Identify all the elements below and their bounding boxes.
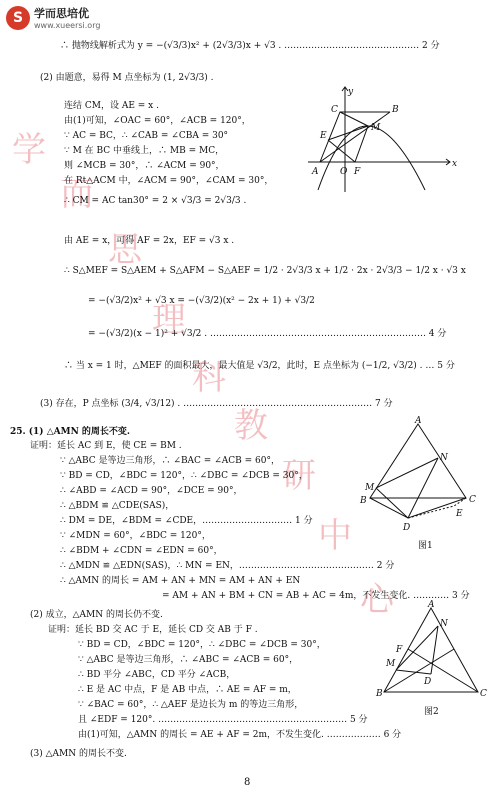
- text-line: 在 Rt△ACM 中，∠ACM = 90°，∠CAM = 30°，: [64, 176, 274, 186]
- figure-label: C: [480, 689, 487, 699]
- text-line: 则 ∠MCB = 30°，∴ ∠ACM = 90°，: [64, 161, 225, 171]
- text-line: 由 AE = x，可得 AF = 2x，EF = √3 x .: [64, 236, 235, 246]
- figure-label: M: [365, 483, 375, 493]
- text-line: 连结 CM，设 AE = x .: [64, 101, 159, 111]
- text-line: ∵ M 在 BC 中垂线上，∴ MB = MC，: [64, 146, 225, 156]
- brand-name: 学而思培优: [34, 7, 89, 20]
- parabola-figure: [300, 82, 470, 197]
- figure-label: A: [415, 416, 422, 426]
- figure-label: A: [428, 600, 435, 610]
- text-line: = AM + AN + BM + CN = AB + AC = 4m，不发生变化. ………… 3 分: [162, 591, 470, 601]
- text-line: ∴ BD 平分 ∠ABC，CD 平分 ∠ACB，: [78, 670, 236, 680]
- figure-label: E: [320, 131, 327, 141]
- text-line: = −(√3/2)x² + √3 x = −(√3/2)(x² − 2x + 1) + √3/2: [88, 296, 315, 306]
- figure-caption: 图1: [418, 541, 433, 551]
- figure-label: M: [386, 659, 396, 669]
- watermark-char: 学: [12, 130, 46, 170]
- text-line: 证明：延长 AC 到 E，使 CE = BM .: [30, 441, 182, 451]
- text-line: 25. (1) △AMN 的周长不变.: [10, 427, 131, 437]
- brand-logo: [6, 5, 100, 30]
- figure-label: M: [371, 123, 381, 133]
- watermark-char: 理: [152, 300, 186, 340]
- text-line: ∵ BD = CD，∠BDC = 120°，∴ ∠DBC = ∠DCB = 30°，: [60, 471, 308, 481]
- text-line: ∴ E 是 AC 中点，F 是 AB 中点，∴ AE = AF = m，: [78, 685, 297, 695]
- figure-label: O: [340, 167, 348, 177]
- figure-label: F: [354, 167, 361, 177]
- text-line: 由(1)可知，∠OAC = 60°，∠ACB = 120°，: [64, 116, 251, 126]
- logo-badge-icon: S: [6, 6, 30, 30]
- text-line: = −(√3/2)(x − 1)² + √3/2 . ……………………………………………………………… 4 分: [88, 329, 447, 339]
- text-line: ∴ S△MEF = S△AEM + S△AFM − S△AEF = 1/2 · 2√3/3 x + 1/2 · 2x · 2√3/3 − 1/2 x · √3 x: [64, 266, 466, 276]
- figure-label: B: [392, 105, 399, 115]
- figure-label: D: [403, 523, 411, 533]
- watermark-char: 教: [234, 406, 268, 446]
- text-line: ∴ △MDN ≌ △EDN(SAS)，∴ MN = EN，……………………………………… 2 分: [60, 561, 395, 571]
- figure-label: B: [376, 689, 383, 699]
- text-line: ∵ △ABC 是等边三角形，∴ ∠ABC = ∠ACB = 60°，: [78, 655, 299, 665]
- figure-1: [358, 418, 488, 558]
- text-line: (3) △AMN 的周长不变.: [30, 749, 127, 759]
- watermark-char: 科: [192, 358, 226, 398]
- watermark-char: 心: [360, 580, 394, 620]
- text-line: ∴ △AMN 的周长 = AM + AN + MN = AM + AN + EN: [60, 576, 301, 586]
- text-line: ∵ ∠MDN = 60°，∠BDC = 120°，: [60, 531, 211, 541]
- figure-label: C: [331, 105, 338, 115]
- page-number: 8: [244, 777, 251, 788]
- watermark-char: 思: [108, 230, 142, 270]
- figure-label: B: [360, 496, 367, 506]
- text-line: (2) 成立，△AMN 的周长仍不变.: [30, 610, 163, 620]
- figure-label: x: [452, 159, 458, 169]
- figure-label: C: [469, 495, 476, 505]
- text-line: 由(1)可知，△AMN 的周长 = AE + AF = 2m，不发生变化. ……………… 6 分: [78, 730, 402, 740]
- brand-url: www.xueersi.org: [34, 21, 101, 30]
- watermark-char: 中: [318, 516, 352, 556]
- text-line: ∴ DM = DE，∠BDM = ∠CDE，………………………… 1 分: [60, 516, 313, 526]
- text-line: ∴ CM = AC tan30° = 2 × √3/3 = 2√3/3 .: [64, 196, 247, 206]
- text-line: ∵ AC = BC，∴ ∠CAB = ∠CBA = 30°: [64, 131, 229, 141]
- figure-caption: 图2: [424, 707, 439, 717]
- figure-2: [376, 600, 487, 724]
- text-line: ∴ 抛物线解析式为 y = −(√3/3)x² + (2√3/3)x + √3 . ……………………………………… 2 分: [60, 41, 440, 51]
- text-line: ∵ BD = CD，∠BDC = 120°，∴ ∠DBC = ∠DCB = 30°，: [78, 640, 326, 650]
- figure-label: N: [440, 619, 448, 629]
- text-line: 证明：延长 BD 交 AC 于 E，延长 CD 交 AB 于 F .: [48, 625, 258, 635]
- figure-label: N: [440, 453, 448, 463]
- figure-label: D: [424, 677, 432, 687]
- text-line: ∴ ∠BDM + ∠CDN = ∠EDN = 60°，: [60, 546, 223, 556]
- text-line: (3) 存在，P 点坐标 (3/4, √3/12) . ……………………………………………………… 7 分: [40, 399, 393, 409]
- text-line: ∴ 当 x = 1 时，△MEF 的面积最大，最大值是 √3/2，此时，E 点坐标为 (−1/2, √3/2) . … 5 分: [64, 361, 455, 371]
- watermark-char: 而: [60, 174, 94, 214]
- figure-label: E: [456, 509, 463, 519]
- figure-label: y: [348, 87, 354, 97]
- watermark-char: 研: [282, 456, 316, 496]
- text-line: ∴ △BDM ≌ △CDE(SAS)，: [60, 501, 175, 511]
- text-line: ∵ ∠BAC = 60°，∴ △AEF 是边长为 m 的等边三角形，: [78, 700, 304, 710]
- figure-label: F: [396, 645, 403, 655]
- text-line: ∴ ∠ABD = ∠ACD = 90°，∠DCE = 90°，: [60, 486, 243, 496]
- text-line: 且 ∠EDF = 120°. ……………………………………………………… 5 分: [78, 715, 368, 725]
- text-line: (2) 由题意，易得 M 点坐标为 (1, 2√3/3) .: [40, 73, 214, 83]
- text-line: ∵ △ABC 是等边三角形，∴ ∠BAC = ∠ACB = 60°，: [60, 456, 280, 466]
- figure-label: A: [312, 167, 319, 177]
